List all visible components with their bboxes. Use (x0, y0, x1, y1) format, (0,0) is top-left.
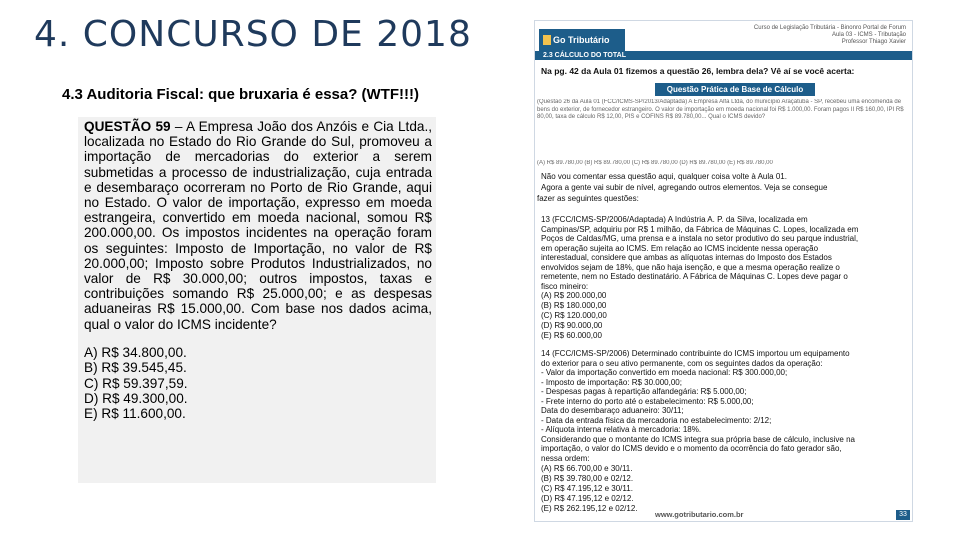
q13-line: interestadual, considere que ambas as alíquotas internas do Imposto dos Estados (541, 253, 832, 262)
q14-line: nessa ordem: (541, 453, 590, 463)
reference-question-26-options: (A) R$ 89.780,00 (B) R$ 89.780,00 (C) R$ 89.780,00 (D) R$ 89.780,00 (E) R$ 89.780,00 (537, 160, 773, 166)
q14-option: (A) R$ 66.700,00 e 30/11. (541, 464, 633, 473)
q14-line: Data do desembaraço aduaneiro: 30/11; (541, 406, 684, 415)
reference-line-1: Não vou comentar essa questão aqui, qualquer coisa volte à Aula 01. (541, 172, 787, 181)
q14-option: (B) R$ 39.780,00 e 02/12. (541, 474, 634, 483)
option-a: A) R$ 34.800,00. (84, 344, 187, 360)
q13-option: (C) R$ 120.000,00 (541, 311, 607, 320)
q14-line: - Imposto de importação: R$ 30.000,00; (541, 377, 682, 387)
q13-line: Poços de Caldas/MG, uma prensa e a instala no setor produtivo do seu parque industrial, (541, 234, 859, 243)
question-body: – A Empresa João dos Anzóis e Cia Ltda., localizada no Estado do Rio Grande do Sul, promoveu a importação de mercadorias do exterior a serem submetidas a processo de industrialização, cuja entrada e desembaraço ocorreram no Porto de Rio Grande, aqui no Estado. O valor de importação, expresso em moeda estrangeira, convertido em moeda nacional, somou R$ 200.000,00. Os impostos incidentes na operação foram os seguintes: Imposto de Importação, no valor de R$ 20.000,00; Imposto sobre Produtos Industrializados, no valor de R$ 30.000,00; outros impostos, taxas e contribuições somando R$ 25.000,00; e as despesas aduaneiras R$ 15.000,00. Com base nos dados acima, qual o valor do ICMS incidente? (84, 119, 432, 332)
logo-text: Go Tributário (553, 35, 610, 45)
section-label: 2.3 CÁLCULO DO TOTAL (537, 51, 632, 60)
question-box (78, 117, 436, 483)
q14-option: (E) R$ 262.195,12 e 02/12. (541, 504, 638, 513)
gotributario-logo (539, 29, 625, 51)
option-d: D) R$ 49.300,00. (84, 391, 188, 407)
reference-page-image (534, 20, 913, 522)
question-options (84, 345, 432, 422)
question-text (84, 119, 432, 332)
q14-line: - Valor da importação convertido em moeda nacional: R$ 300.000,00; (541, 368, 788, 377)
q13-option: (B) R$ 180.000,00 (541, 301, 607, 310)
reference-header-info (716, 25, 906, 46)
reference-intro: Na pg. 42 da Aula 01 fizemos a questão 26, lembra dela? Vê aí se você acerta: (541, 67, 855, 76)
q13-option: (A) R$ 200.000,00 (541, 291, 607, 300)
q13-option: (D) R$ 90.000,00 (541, 321, 603, 330)
section-band (535, 51, 912, 60)
reference-line-2: Agora a gente vai subir de nível, agregando outros elementos. Veja se consegue (541, 183, 828, 192)
option-e: E) R$ 11.600,00. (84, 406, 186, 422)
q14-line: importação, o valor do ICMS devido e o momento da ocorrência do fato gerador são, (541, 444, 842, 453)
reference-line-3: fazer as seguintes questões: (537, 194, 639, 203)
page-number: 33 (896, 510, 910, 520)
option-c: C) R$ 59.397,59. (84, 375, 188, 391)
slide-subtitle: 4.3 Auditoria Fiscal: que bruxaria é essa? (WTF!!!) (62, 86, 420, 103)
q14-option: (C) R$ 47.195,12 e 30/11. (541, 484, 633, 493)
q13-line: remetente, nem no Estado destinatário. A Fábrica de Máquinas C. Lopes deve pagar o (541, 272, 848, 281)
question-number: QUESTÃO 59 (84, 119, 171, 134)
q14-line: do exterior para o seu ativo permanente, com os seguintes dados da operação: (541, 358, 823, 368)
q13-option: (E) R$ 60.000,00 (541, 331, 602, 340)
q13-line: em operação sujeita ao ICMS. Em relação ao ICMS incidente nessa operação (541, 243, 819, 253)
q14-option: (D) R$ 47.195,12 e 02/12. (541, 494, 634, 503)
q13-line: 13 (FCC/ICMS-SP/2006/Adaptada) A Indústria A. P. da Silva, localizada em (541, 215, 808, 224)
q14-line: - Data da entrada física da mercadoria no estabelecimento: 2/12; (541, 415, 772, 425)
q13-line: fisco mineiro: (541, 281, 589, 291)
reference-footer (535, 509, 912, 521)
q13-line: envolvidos sejam de 18%, que não haja isenção, e que a mesma operação realize o (541, 262, 840, 272)
option-b: B) R$ 39.545,45. (84, 360, 187, 376)
q14-line: - Despesas pagas à repartição alfandegária: R$ 5.000,00; (541, 387, 747, 396)
q13-line: Campinas/SP, adquiriu por R$ 1 milhão, da Fábrica de Máquinas C. Lopes, localizada em (541, 224, 859, 234)
header-line: Curso de Legislação Tributária - Binonro Portal de Forum (753, 25, 906, 31)
reference-header (535, 21, 912, 53)
practice-box-title: Questão Prática de Base de Cálculo (655, 83, 815, 96)
header-line: Professor Thiago Xavier (841, 39, 906, 45)
slide-title: 4. CONCURSO DE 2018 (34, 14, 472, 55)
q14-line: 14 (FCC/ICMS-SP/2006) Determinado contribuinte do ICMS importou um equipamento (541, 349, 850, 358)
q14-line: - Alíquota interna relativa à mercadoria: 18%. (541, 425, 702, 434)
header-line: Aula 03 - ICMS - Tributação (831, 32, 906, 38)
logo-mark-icon (543, 35, 551, 45)
reference-question-26: (Questão 26 da Aula 01 (FCC/ICMS-SP/2013/Adaptada) A Empresa Alfa Ltda, do município Araçatuba - SP, recebeu uma encomenda de bens do exterior, de fornecedor estrangeiro. O valor de importação em moeda nacional foi R$ 1.000,00. Foram pagos II R$ 160,00, IPI R$ 80,00, taxa de cálculo R$ 12,00, PIS e COFINS R$ 89.780,00... Qual o ICMS devido? (537, 99, 904, 120)
q14-line: Considerando que o montante do ICMS integra sua própria base de cálculo, inclusive na (541, 434, 855, 444)
footer-url: www.gotributario.com.br (655, 510, 744, 519)
q14-line: - Frete interno do porto até o estabelecimento: R$ 5.000,00; (541, 396, 754, 406)
